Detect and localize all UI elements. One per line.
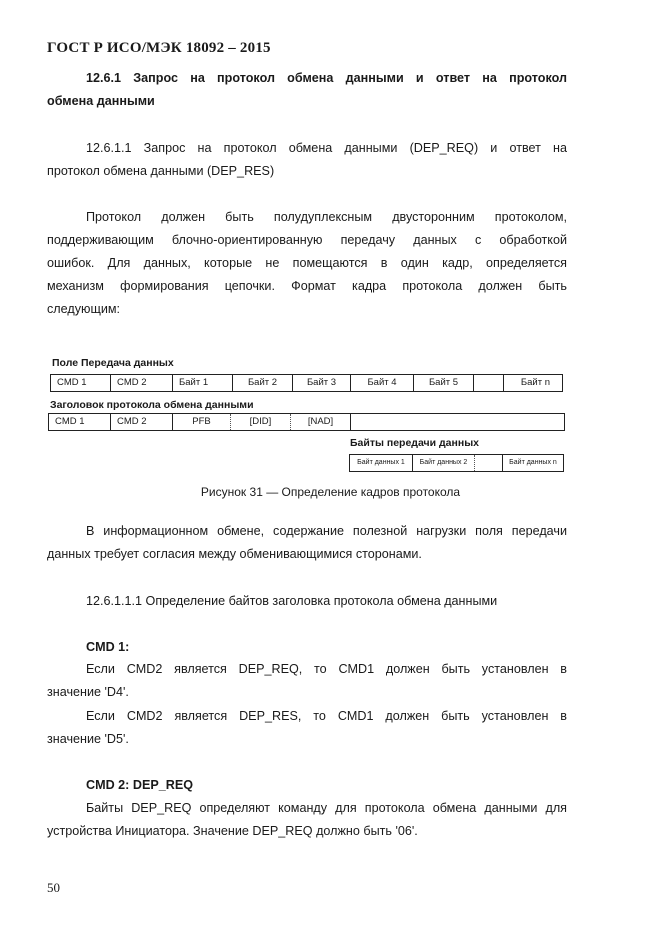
cell: Байт данных n (509, 459, 557, 466)
subsubsection-title: 12.6.1.1.1 Определение байтов заголовка протокола обмена данными (86, 594, 498, 608)
paragraph-line: Байты DEP_REQ определяют команду для протокола обмена данными для (86, 801, 567, 815)
data-bytes-row (349, 454, 564, 472)
cell: CMD 1 (51, 375, 111, 391)
section-heading-line2: обмена данными (47, 94, 155, 108)
cell: [DID] (231, 414, 291, 430)
cell: Байт данных 2 (413, 455, 475, 471)
cell: Байт 1 (173, 375, 233, 391)
subsection-title-line2: протокол обмена данными (DEP_RES) (47, 164, 275, 178)
paragraph-line: В информационном обмене, содержание полезной нагрузки поля передачи (86, 524, 567, 538)
cell: Байт 4 (351, 375, 414, 391)
paragraph-line: устройства Инициатора. Значение DEP_REQ должно быть '06'. (47, 824, 418, 838)
paragraph-line: данных требует согласия между обменивающимися сторонами. (47, 547, 422, 561)
data-field-row (50, 374, 563, 392)
paragraph-line: Протокол должен быть полудуплексным двусторонним протоколом, (86, 210, 567, 224)
cell: CMD 1 (49, 414, 111, 430)
cell: Байт 3 (293, 375, 351, 391)
cell: PFB (173, 414, 231, 430)
figure-caption: Рисунок 31 — Определение кадров протокола (200, 485, 461, 499)
paragraph-line: значение 'D5'. (47, 732, 129, 746)
cell: Байт 2 (233, 375, 293, 391)
figure-header-label: Заголовок протокола обмена данными (50, 399, 254, 411)
cell: [NAD] (291, 414, 351, 430)
cell: Байт данных 1 (350, 455, 413, 471)
cell (475, 455, 503, 471)
cell: CMD 2 (111, 375, 173, 391)
cell: Байт 5 (414, 375, 474, 391)
document-header: ГОСТ Р ИСО/МЭК 18092 – 2015 (47, 40, 271, 56)
paragraph-line: следующим: (47, 302, 121, 316)
subsection-title-line1: 12.6.1.1 Запрос на протокол обмена данными (DEP_REQ) и ответ на (86, 141, 567, 155)
cmd2-title: CMD 2: DEP_REQ (86, 778, 194, 792)
paragraph-line: значение 'D4'. (47, 685, 129, 699)
paragraph-line: механизм формирования цепочки. Формат кадра протокола должен быть (47, 279, 567, 293)
paragraph-line: ошибок. Для данных, которые не помещаются в один кадр, определяется (47, 256, 567, 270)
cell (351, 414, 564, 430)
cell: Байт n (520, 377, 550, 388)
cmd1-title: CMD 1: (86, 640, 130, 654)
cell: CMD 2 (111, 414, 173, 430)
protocol-header-row (48, 413, 565, 431)
figure-bytes-label: Байты передачи данных (350, 437, 480, 449)
section-heading-line1: 12.6.1 Запрос на протокол обмена данными и ответ на протокол (86, 71, 567, 85)
cell (474, 375, 504, 391)
figure-field-label: Поле Передача данных (52, 357, 174, 369)
page-number: 50 (47, 880, 60, 895)
paragraph-line: поддерживающим блочно-ориентированную передачу данных с обработкой (47, 233, 567, 247)
paragraph-line: Если CMD2 является DEP_REQ, то CMD1 должен быть установлен в (86, 662, 567, 676)
paragraph-line: Если CMD2 является DEP_RES, то CMD1 должен быть установлен в (86, 709, 567, 723)
